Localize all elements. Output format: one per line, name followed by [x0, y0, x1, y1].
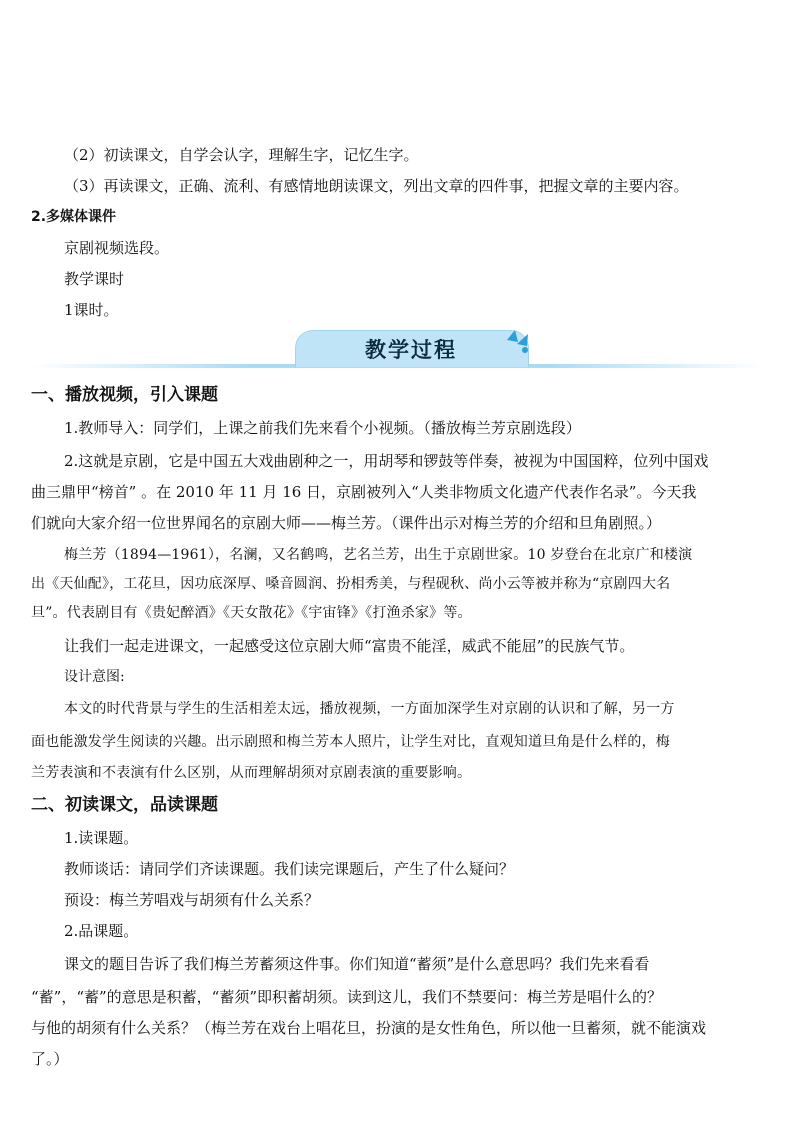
section1-p3a: 梅兰芳（1894—1961），名澜，又名鹤鸣，艺名兰芳，出生于京剧世家。10 岁登台在北京广和楼演 — [64, 547, 693, 563]
design-intent-b: 面也能激发学生阅读的兴趣。出示剧照和梅兰芳本人照片，让学生对比，直观知道旦角是什么样的，梅 — [31, 734, 670, 750]
objective-3: （3）再读课文，正确、流利、有感情地朗读课文，列出文章的四件事，把握文章的主要内容。 — [64, 177, 689, 195]
design-intent-a: 本文的时代背景与学生的生活相差太远，播放视频，一方面加深学生对京剧的认识和了解，另一方 — [64, 701, 675, 717]
section2-p4: 2.品课题。 — [64, 922, 139, 940]
section1-p1: 1.教师导入：同学们，上课之前我们先来看个小视频。（播放梅兰芳京剧选段） — [64, 419, 581, 437]
section1-p2b: 曲三鼎甲“榜首” 。在 2010 年 11 月 16 日，京剧被列入“人类非物质文化遗产代表作名录”。今天我 — [31, 483, 697, 501]
section-banner — [31, 326, 765, 374]
class-hours-value: 1课时。 — [64, 301, 119, 319]
design-intent-label: 设计意图: — [64, 669, 125, 685]
section2-p5b: “蓄”，“蓄”的意思是积蓄，“蓄须”即积蓄胡须。读到这儿，我们不禁要问：梅兰芳是唱什么的？ — [31, 988, 663, 1006]
section1-p3c: 旦”。代表剧目有《贵妃醉酒》《天女散花》《宇宙锋》《打渔杀家》等。 — [31, 605, 472, 621]
section1-p2c: 们就向大家介绍一位世界闻名的京剧大师——梅兰芳。（课件出示对梅兰芳的介绍和旦角剧照。） — [31, 514, 662, 532]
section2-p2: 教师谈话：请同学们齐读课题。我们读完课题后，产生了什么疑问？ — [64, 860, 515, 878]
objective-2: （2）初读课文，自学会认字，理解生字，记忆生字。 — [64, 146, 419, 164]
section2-p5a: 课文的题目告诉了我们梅兰芳蓄须这件事。你们知道“蓄须”是什么意思吗？我们先来看看 — [64, 955, 650, 973]
section2-p5d: 了。） — [31, 1050, 69, 1068]
section2-p5c: 与他的胡须有什么关系？（梅兰芳在戏台上唱花旦，扮演的是女性角色，所以他一旦蓄须，就不能演戏 — [31, 1019, 707, 1037]
section1-p4: 让我们一起走进课文，一起感受这位京剧大师“富贵不能淫，威武不能屈”的民族气节。 — [64, 637, 635, 655]
section2-p3: 预设：梅兰芳唱戏与胡须有什么关系？ — [64, 891, 320, 909]
splash-icon — [501, 326, 537, 356]
class-hours-label: 教学课时 — [64, 270, 125, 288]
multimedia-content: 京剧视频选段。 — [64, 239, 170, 257]
section1-p2a: 2.这就是京剧，它是中国五大戏曲剧种之一，用胡琴和锣鼓等伴奏，被视为中国国粹，位列中国戏 — [64, 452, 709, 470]
section1-p3b: 出《天仙配》，工花旦，因功底深厚、嗓音圆润、扮相秀美，与程砚秋、尚小云等被并称为“京剧四大名 — [31, 576, 671, 592]
section2-p1: 1.读课题。 — [64, 829, 139, 847]
banner-title: 教学过程 — [365, 338, 457, 362]
design-intent-c: 兰芳表演和不表演有什么区别，从而理解胡须对京剧表演的重要影响。 — [31, 765, 472, 781]
section2-heading: 二、初读课文，品读课题 — [31, 795, 218, 815]
section1-heading: 一、播放视频，引入课题 — [31, 385, 218, 405]
multimedia-heading: 2.多媒体课件 — [31, 209, 117, 225]
